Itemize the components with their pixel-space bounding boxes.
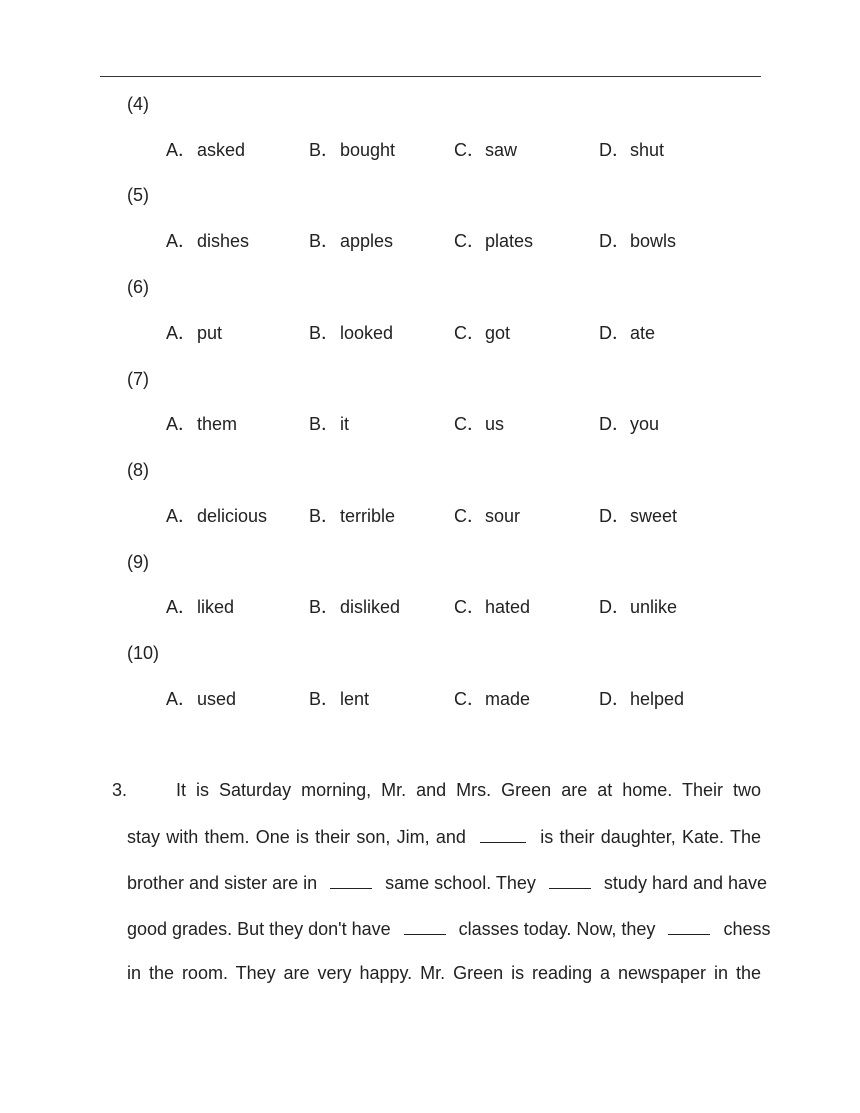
option-text: used: [197, 689, 237, 709]
option-text: us: [485, 414, 505, 434]
question-number: (8): [127, 460, 149, 480]
option-text: saw: [485, 140, 518, 160]
option-letter: B．: [309, 231, 340, 251]
option-letter: B．: [309, 506, 340, 526]
option-c[interactable]: [454, 506, 520, 526]
option-text: plates: [485, 231, 534, 251]
option-letter: D．: [599, 414, 630, 434]
passage-line: [127, 826, 761, 847]
option-letter: C．: [454, 323, 485, 343]
option-a[interactable]: [166, 414, 237, 434]
question-number: (9): [127, 552, 149, 572]
option-letter: C．: [454, 506, 485, 526]
option-letter: B．: [309, 414, 340, 434]
option-c[interactable]: [454, 597, 530, 617]
option-letter: A．: [166, 597, 197, 617]
passage-text: is their daughter, Kate. The: [540, 827, 761, 847]
passage-number: 3.: [112, 780, 128, 800]
option-text: lent: [340, 689, 370, 709]
option-text: helped: [630, 689, 685, 709]
option-text: sour: [485, 506, 521, 526]
answer-blank[interactable]: [668, 918, 710, 935]
option-letter: B．: [309, 689, 340, 709]
option-letter: D．: [599, 140, 630, 160]
answer-blank[interactable]: [404, 918, 446, 935]
option-letter: A．: [166, 414, 197, 434]
question-number: (10): [127, 643, 160, 663]
option-text: made: [485, 689, 531, 709]
option-text: them: [197, 414, 238, 434]
option-text: looked: [340, 323, 394, 343]
passage-text: same school. They: [385, 873, 536, 893]
option-letter: A．: [166, 689, 197, 709]
option-a[interactable]: [166, 231, 249, 251]
option-a[interactable]: [166, 506, 267, 526]
option-text: got: [485, 323, 511, 343]
question-number: (5): [127, 185, 149, 205]
passage-line: [127, 872, 768, 893]
option-d[interactable]: [599, 689, 684, 709]
option-c[interactable]: [454, 689, 530, 709]
option-letter: A．: [166, 323, 197, 343]
option-text: liked: [197, 597, 235, 617]
option-text: you: [630, 414, 660, 434]
option-letter: D．: [599, 231, 630, 251]
option-d[interactable]: [599, 323, 655, 343]
passage-text: chess: [723, 919, 771, 939]
option-text: bowls: [630, 231, 677, 251]
option-c[interactable]: [454, 140, 517, 160]
option-text: sweet: [630, 506, 678, 526]
option-text: ate: [630, 323, 656, 343]
option-c[interactable]: [454, 231, 533, 251]
option-b[interactable]: [309, 231, 393, 251]
option-a[interactable]: [166, 140, 245, 160]
answer-blank[interactable]: [330, 872, 372, 889]
option-text: delicious: [197, 506, 268, 526]
option-letter: B．: [309, 597, 340, 617]
option-b[interactable]: [309, 323, 393, 343]
passage-text: brother and sister are in: [127, 873, 318, 893]
option-letter: C．: [454, 597, 485, 617]
option-d[interactable]: [599, 140, 664, 160]
option-b[interactable]: [309, 140, 395, 160]
answer-blank[interactable]: [480, 826, 526, 843]
question-number: (4): [127, 94, 149, 114]
option-b[interactable]: [309, 689, 369, 709]
option-letter: D．: [599, 689, 630, 709]
option-text: bought: [340, 140, 396, 160]
option-text: dishes: [197, 231, 250, 251]
option-a[interactable]: [166, 597, 234, 617]
option-text: it: [340, 414, 349, 434]
option-d[interactable]: [599, 414, 659, 434]
passage-line: in the room. They are very happy. Mr. Green is reading a newspaper in the: [127, 963, 761, 983]
option-letter: C．: [454, 231, 485, 251]
answer-blank[interactable]: [549, 872, 591, 889]
option-b[interactable]: [309, 506, 395, 526]
option-text: apples: [340, 231, 394, 251]
option-b[interactable]: [309, 597, 400, 617]
option-letter: B．: [309, 323, 340, 343]
passage-text: stay with them. One is their son, Jim, and: [127, 827, 466, 847]
option-d[interactable]: [599, 231, 676, 251]
option-text: unlike: [630, 597, 678, 617]
passage-line: [127, 918, 771, 939]
option-letter: A．: [166, 506, 197, 526]
option-text: shut: [630, 140, 665, 160]
passage-text: study hard and have: [603, 873, 768, 893]
option-letter: A．: [166, 140, 197, 160]
passage-text: good grades. But they don't have: [127, 919, 391, 939]
option-text: asked: [197, 140, 246, 160]
option-letter: C．: [454, 689, 485, 709]
option-c[interactable]: [454, 323, 510, 343]
option-letter: C．: [454, 140, 485, 160]
option-letter: D．: [599, 597, 630, 617]
passage-line: It is Saturday morning, Mr. and Mrs. Green are at home. Their two: [176, 780, 761, 800]
option-text: terrible: [340, 506, 396, 526]
question-number: (6): [127, 277, 149, 297]
option-text: hated: [485, 597, 531, 617]
option-letter: C．: [454, 414, 485, 434]
header-rule: [100, 76, 761, 77]
option-a[interactable]: [166, 323, 222, 343]
option-letter: B．: [309, 140, 340, 160]
option-b[interactable]: [309, 414, 349, 434]
option-text: put: [197, 323, 223, 343]
option-text: disliked: [340, 597, 401, 617]
option-d[interactable]: [599, 506, 677, 526]
option-c[interactable]: [454, 414, 504, 434]
option-letter: D．: [599, 506, 630, 526]
option-a[interactable]: [166, 689, 236, 709]
passage-text: classes today. Now, they: [458, 919, 656, 939]
option-d[interactable]: [599, 597, 677, 617]
option-letter: A．: [166, 231, 197, 251]
question-number: (7): [127, 369, 149, 389]
option-letter: D．: [599, 323, 630, 343]
